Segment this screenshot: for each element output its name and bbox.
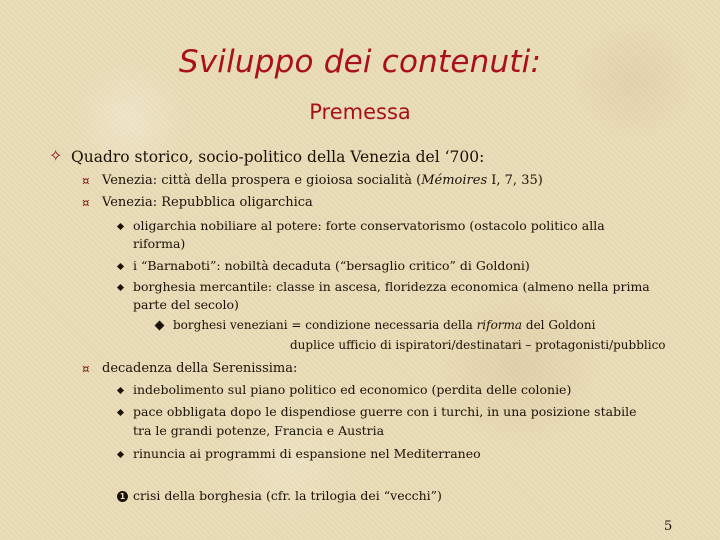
heading-text: Quadro storico, socio-politico della Venezia del ‘700: xyxy=(71,148,485,166)
hollow-star-icon: ✧ xyxy=(49,146,63,165)
slide-title: Sviluppo dei contenuti: xyxy=(178,44,542,80)
item-3-text: decadenza della Serenissima: xyxy=(102,361,298,376)
item-2e-text: duplice ufficio di ispiratori/destinatari – protagonisti/pubblico xyxy=(290,338,666,352)
small-diamond-bullet-icon xyxy=(117,387,124,394)
item-2c-line2: parte del secolo) xyxy=(133,297,239,312)
item-3b-line1: pace obbligata dopo le dispendiose guerre con i turchi, in una posizione stabile xyxy=(133,404,637,419)
currency-sign-icon: ¤ xyxy=(82,362,90,376)
diamond-bullet-icon xyxy=(155,321,165,331)
small-diamond-bullet-icon xyxy=(117,284,124,291)
small-diamond-bullet-icon xyxy=(117,409,124,416)
item-2-text: Venezia: Repubblica oligarchica xyxy=(102,195,313,210)
numbered-circle-icon: 1 xyxy=(117,491,128,502)
item-2d-text: borghesi veneziani = condizione necessaria della riforma del Goldoni xyxy=(173,318,596,332)
item-3b-line2: tra le grandi potenze, Francia e Austria xyxy=(133,423,385,438)
item-1-text: Venezia: città della prospera e gioiosa socialità (Mémoires I, 7, 35) xyxy=(102,173,543,188)
item-2a-line1: oligarchia nobiliare al potere: forte conservatorismo (ostacolo politico alla xyxy=(133,218,605,233)
small-diamond-bullet-icon xyxy=(117,223,124,230)
item-3a-text: indebolimento sul piano politico ed economico (perdita delle colonie) xyxy=(133,382,572,397)
item-3c-text: rinuncia ai programmi di espansione nel Mediterraneo xyxy=(133,446,481,461)
currency-sign-icon: ¤ xyxy=(82,174,90,188)
item-3d-text: crisi della borghesia (cfr. la trilogia dei “vecchi”) xyxy=(133,488,442,503)
small-diamond-bullet-icon xyxy=(117,263,124,270)
item-2c-line1: borghesia mercantile: classe in ascesa, floridezza economica (almeno nella prima xyxy=(133,279,650,294)
small-diamond-bullet-icon xyxy=(117,451,124,458)
item-2a-line2: riforma) xyxy=(133,236,186,251)
currency-sign-icon: ¤ xyxy=(82,196,90,210)
slide-subtitle: Premessa xyxy=(309,100,411,124)
page-number: 5 xyxy=(664,519,673,534)
item-2b-text: i “Barnaboti”: nobiltà decaduta (“bersaglio critico” di Goldoni) xyxy=(133,258,530,273)
